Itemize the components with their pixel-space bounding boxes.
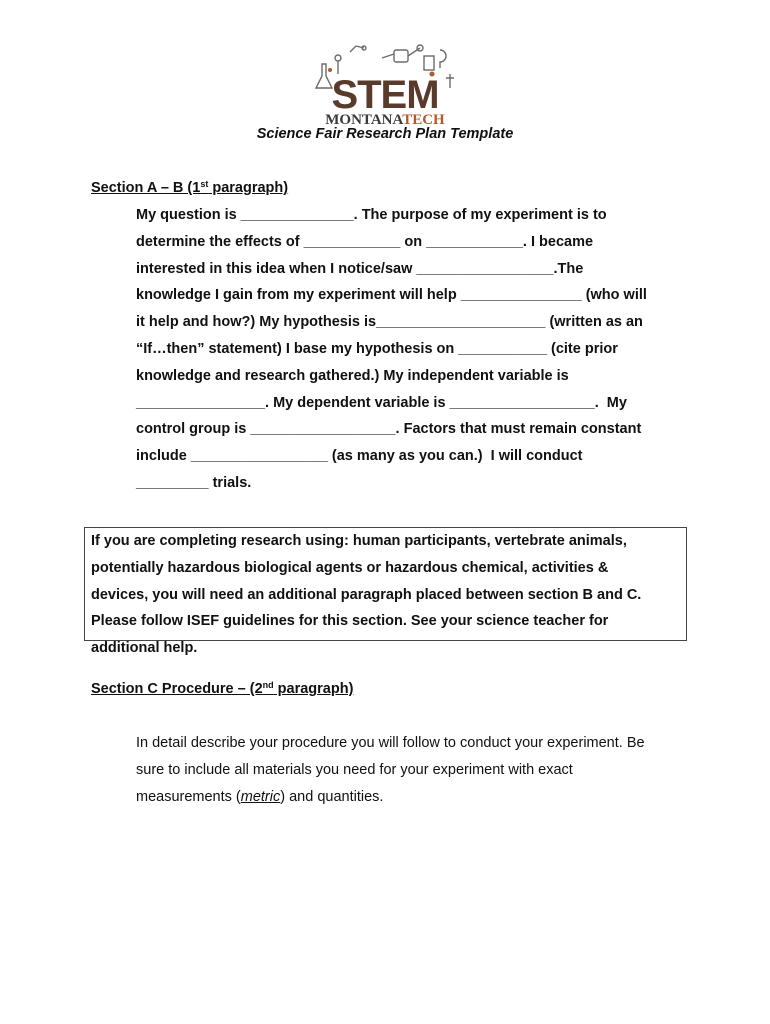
logo-graphic	[312, 44, 458, 128]
section-ab-heading-text: Section A – B (1	[91, 180, 201, 196]
notice-line: potentially hazardous biological agents or hazardous chemical, activities &	[91, 559, 609, 576]
paragraph-line: include _________________ (as many as you can.) I will conduct	[136, 448, 583, 465]
paragraph-line: knowledge I gain from my experiment will help _______________ (who will	[136, 287, 647, 304]
logo-brand-tech: TECH	[402, 112, 445, 128]
atom-dot-icon	[335, 55, 341, 61]
document-title: Science Fair Research Plan Template	[256, 126, 514, 142]
paragraph-line: My question is ______________. The purpose of my experiment is to	[136, 207, 607, 223]
paragraph-line: sure to include all materials you need for your experiment with exact	[136, 761, 573, 778]
stem-montanatech-logo	[312, 44, 458, 128]
paragraph-line: determine the effects of ____________ on ____________. I became	[136, 233, 594, 250]
measurements-text: measurements (	[136, 788, 241, 805]
section-c-heading-sup: nd	[262, 680, 274, 690]
paragraph-line	[136, 784, 681, 811]
section-c-heading	[91, 681, 353, 697]
calculator-icon	[424, 56, 434, 70]
section-ab-heading	[91, 180, 288, 196]
bulb-icon	[440, 50, 446, 68]
paragraph-line: it help and how?) My hypothesis is_____________________ (written as an	[136, 314, 643, 331]
notice-line: additional help.	[91, 640, 198, 657]
logo-brand-montana: MONTANA	[325, 112, 403, 128]
paragraph-line: control group is __________________. Factors that must remain constant	[136, 421, 642, 438]
paragraph-line: _________ trials.	[136, 474, 252, 491]
gear-box-icon	[394, 50, 408, 62]
paragraph-line: “If…then” statement) I base my hypothesis on ___________ (cite prior	[136, 340, 618, 357]
section-c-heading-suffix: paragraph)	[273, 681, 354, 697]
quantities-text: ) and quantities.	[280, 788, 384, 805]
notice-line: devices, you will need an additional paragraph placed between section B and C.	[91, 586, 642, 603]
flask-icon	[316, 64, 332, 88]
section-ab-heading-suffix: paragraph)	[208, 180, 289, 196]
paragraph-line: knowledge and research gathered.) My independent variable is	[136, 367, 569, 384]
logo-stem-word: STEM	[331, 73, 439, 117]
notice-line: Please follow ISEF guidelines for this section. See your science teacher for	[91, 613, 609, 630]
section-ab-paragraph	[136, 202, 681, 497]
paragraph-line: In detail describe your procedure you will follow to conduct your experiment. Be	[136, 735, 645, 751]
section-c-heading-text: Section C Procedure – (2	[91, 681, 263, 697]
metric-term: metric	[240, 788, 281, 805]
section-c-paragraph	[136, 730, 681, 810]
section-ab-heading-sup: st	[200, 179, 209, 189]
research-notice-box	[84, 527, 687, 657]
paragraph-line: interested in this idea when I notice/saw _________________.The	[136, 260, 584, 277]
paragraph-line: ________________. My dependent variable is __________________. My	[136, 394, 627, 411]
notice-line: If you are completing research using: human participants, vertebrate animals,	[91, 533, 627, 549]
